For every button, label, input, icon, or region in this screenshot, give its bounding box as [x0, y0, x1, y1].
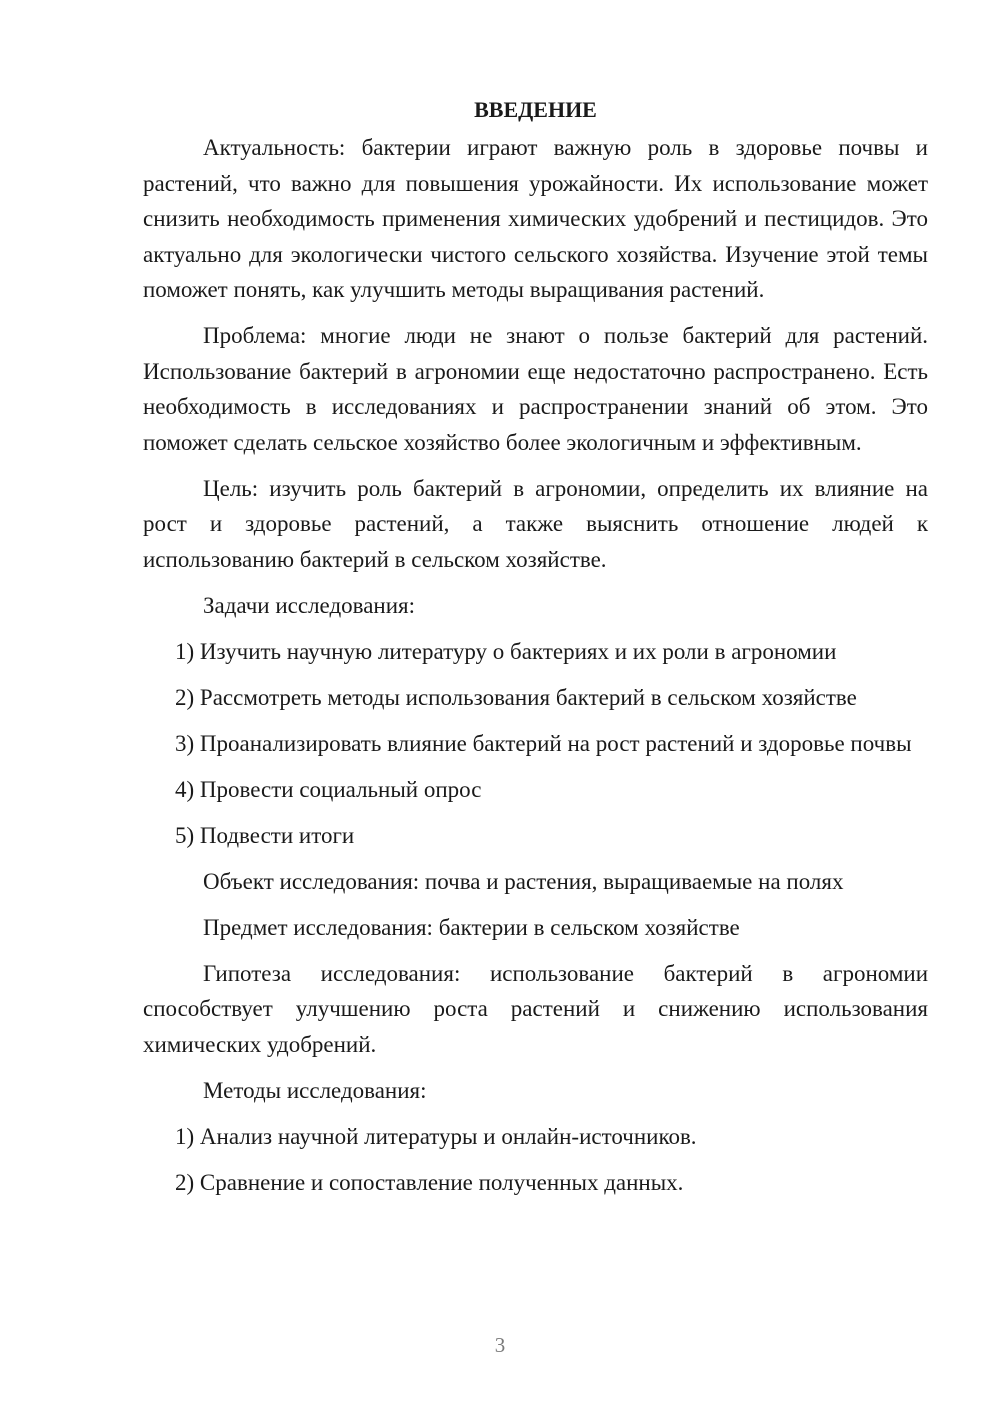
section-heading: ВВЕДЕНИЕ — [474, 97, 597, 122]
task-item: 2) Рассмотреть методы использования бактерий в сельском хозяйстве — [175, 684, 857, 710]
tasks-title: Задачи исследования: — [203, 592, 416, 618]
method-item: 1) Анализ научной литературы и онлайн-источников. — [175, 1123, 697, 1149]
task-item: 3) Проанализировать влияние бактерий на рост растений и здоровье почвы — [175, 730, 912, 756]
methods-title: Методы исследования: — [203, 1077, 427, 1103]
document-page — [143, 92, 928, 1200]
method-item: 2) Сравнение и сопоставление полученных данных. — [175, 1169, 684, 1195]
problem-paragraph: Проблема: многие люди не знают о пользе бактерий для растений. Использование бактерий в агрономии еще недостаточно распространено. Есть необходимость в исследованиях и распространении знаний об этом. Это поможет сделать сельское хозяйство более экологичным и эффективным. — [143, 323, 928, 455]
relevance-paragraph: Актуальность: бактерии играют важную роль в здоровье почвы и растений, что важно для повышения урожайности. Их использование может снизить необходимость применения химических удобрений и пестицидов. Это актуально для экологически чистого сельского хозяйства. Изучение этой темы поможет понять, как улучшить методы выращивания растений. — [143, 135, 928, 302]
subject-line: Предмет исследования: бактерии в сельском хозяйстве — [203, 914, 740, 940]
task-item: 1) Изучить научную литературу о бактериях и их роли в агрономии — [175, 638, 837, 664]
hypothesis-paragraph: Гипотеза исследования: использование бактерий в агрономии способствует улучшению роста растений и снижению использования химических удобрений. — [143, 960, 928, 1057]
goal-paragraph: Цель: изучить роль бактерий в агрономии, определить их влияние на рост и здоровье растений, а также выяснить отношение людей к использованию бактерий в сельском хозяйстве. — [143, 475, 928, 572]
task-item: 4) Провести социальный опрос — [175, 776, 482, 802]
object-line: Объект исследования: почва и растения, выращиваемые на полях — [203, 868, 844, 894]
task-item: 5) Подвести итоги — [175, 822, 355, 848]
page-number: 3 — [494, 1333, 506, 1357]
